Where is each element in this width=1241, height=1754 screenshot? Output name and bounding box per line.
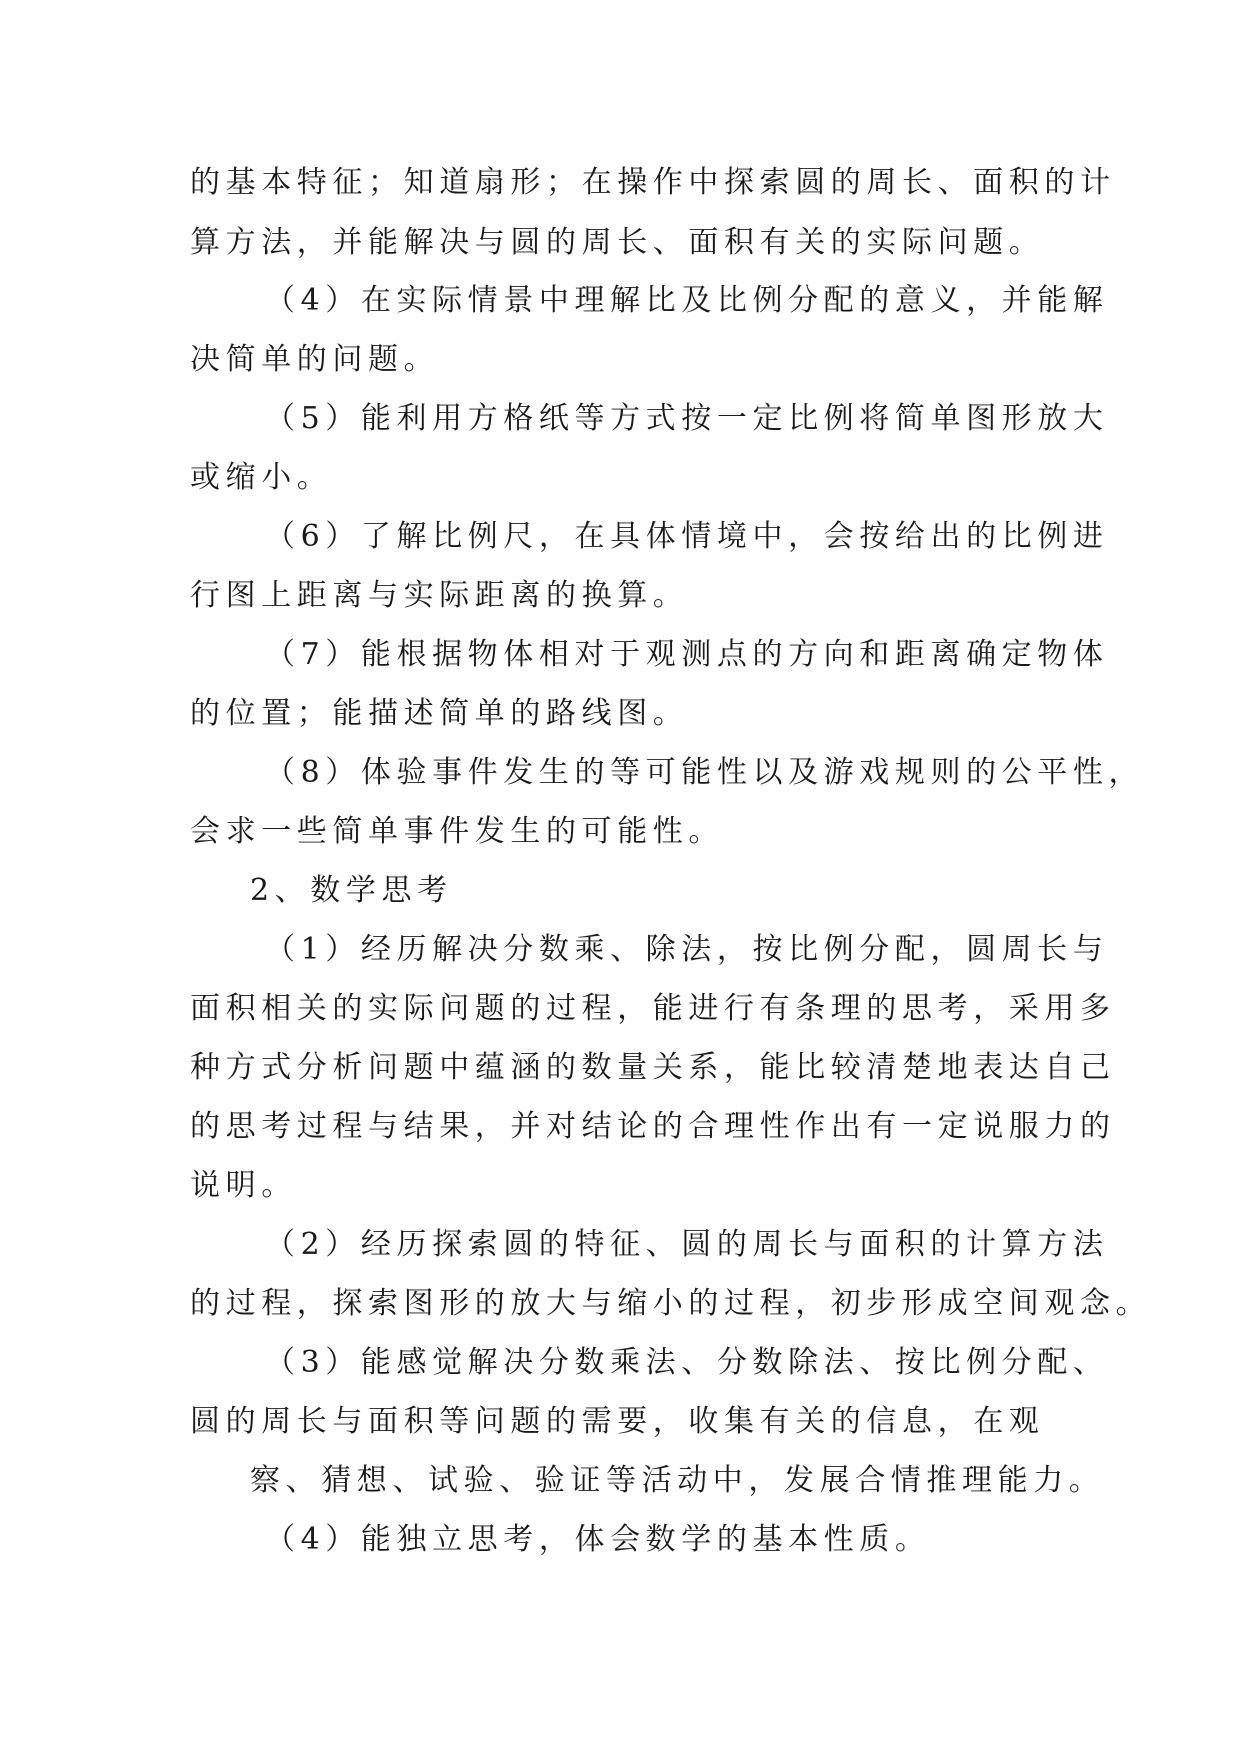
text-line: （5）能利用方格纸等方式按一定比例将简单图形放大 [265, 401, 1109, 436]
section-heading: 2、数学思考 [250, 873, 453, 908]
text-line: （2）经历探索圆的特征、圆的周长与面积的计算方法 [265, 1227, 1109, 1262]
text-line: 的基本特征；知道扇形；在操作中探索圆的周长、面积的计 [190, 165, 1116, 200]
text-line: 面积相关的实际问题的过程，能进行有条理的思考，采用多 [190, 991, 1116, 1026]
text-line: 种方式分析问题中蕴涵的数量关系，能比较清楚地表达自己 [190, 1050, 1116, 1085]
text-line: （4）在实际情景中理解比及比例分配的意义，并能解 [265, 283, 1109, 318]
text-line: 察、猜想、试验、验证等活动中，发展合情推理能力。 [250, 1463, 1105, 1498]
text-line: 决简单的问题。 [190, 342, 440, 377]
text-line: 算方法，并能解决与圆的周长、面积有关的实际问题。 [190, 225, 1045, 260]
text-line: 行图上距离与实际距离的换算。 [190, 578, 689, 613]
text-line: （3）能感觉解决分数乘法、分数除法、按比例分配、 [265, 1345, 1109, 1380]
text-line: （1）经历解决分数乘、除法，按比例分配，圆周长与 [265, 932, 1109, 967]
text-line: （6）了解比例尺，在具体情境中，会按给出的比例进 [265, 519, 1109, 554]
text-line: 的位置；能描述简单的路线图。 [190, 696, 689, 731]
text-line: （4）能独立思考，体会数学的基本性质。 [265, 1522, 931, 1557]
text-line: 说明。 [190, 1168, 297, 1203]
text-line: 圆的周长与面积等问题的需要，收集有关的信息，在观 [190, 1404, 1045, 1439]
text-line: （8）体验事件发生的等可能性以及游戏规则的公平性， [265, 755, 1145, 790]
text-line: 会求一些简单事件发生的可能性。 [190, 814, 724, 849]
text-line: 的思考过程与结果，并对结论的合理性作出有一定说服力的 [190, 1109, 1116, 1144]
text-line: 的过程，探索图形的放大与缩小的过程，初步形成空间观念。 [190, 1286, 1152, 1321]
text-line: （7）能根据物体相对于观测点的方向和距离确定物体 [265, 637, 1109, 672]
text-line: 或缩小。 [190, 460, 333, 495]
